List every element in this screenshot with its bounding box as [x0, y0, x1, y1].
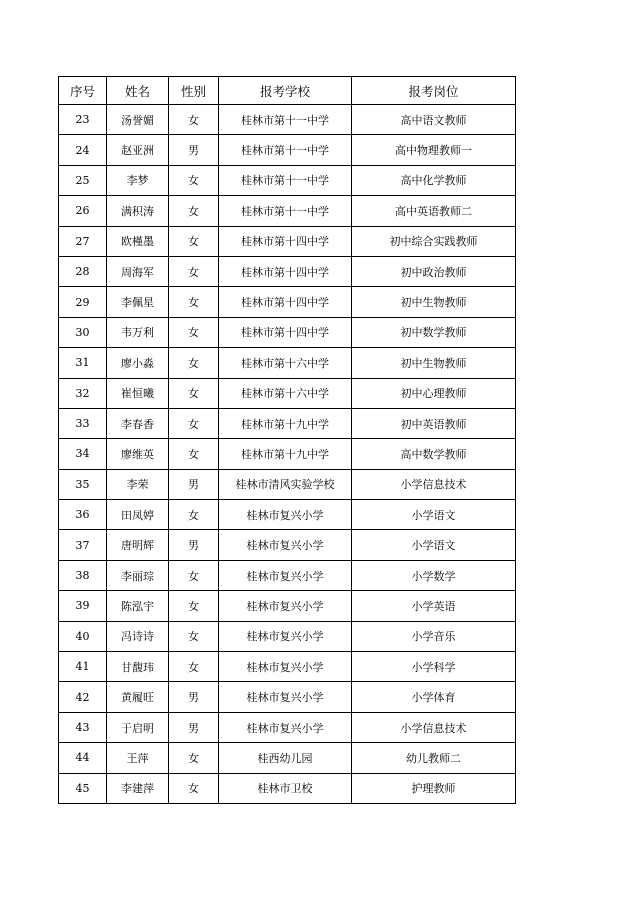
cell-post: 高中英语教师二: [352, 196, 516, 226]
cell-no: 39: [59, 591, 107, 621]
cell-school: 桂林市卫校: [219, 773, 352, 803]
cell-gender: 女: [169, 378, 219, 408]
cell-name: 崔恒曦: [107, 378, 169, 408]
cell-name: 韦万利: [107, 317, 169, 347]
cell-gender: 女: [169, 500, 219, 530]
cell-no: 37: [59, 530, 107, 560]
cell-school: 桂西幼儿园: [219, 743, 352, 773]
cell-name: 冯诗诗: [107, 621, 169, 651]
cell-school: 桂林市第十一中学: [219, 196, 352, 226]
cell-no: 32: [59, 378, 107, 408]
cell-gender: 女: [169, 105, 219, 135]
table-row: [59, 621, 516, 651]
cell-name: 陈泓宇: [107, 591, 169, 621]
table-row: [59, 773, 516, 803]
header-post: 报考岗位: [352, 77, 516, 105]
cell-name: 赵亚洲: [107, 135, 169, 165]
cell-post: 小学语文: [352, 500, 516, 530]
cell-name: 田凤婷: [107, 500, 169, 530]
table-row: [59, 256, 516, 286]
cell-no: 41: [59, 652, 107, 682]
cell-name: 李建萍: [107, 773, 169, 803]
cell-post: 小学信息技术: [352, 469, 516, 499]
cell-gender: 男: [169, 530, 219, 560]
cell-name: 黄履旺: [107, 682, 169, 712]
cell-no: 25: [59, 165, 107, 195]
cell-gender: 男: [169, 682, 219, 712]
cell-no: 28: [59, 256, 107, 286]
cell-gender: 女: [169, 287, 219, 317]
cell-no: 40: [59, 621, 107, 651]
table-row: [59, 500, 516, 530]
cell-post: 小学科学: [352, 652, 516, 682]
cell-name: 李佩星: [107, 287, 169, 317]
cell-gender: 女: [169, 621, 219, 651]
cell-gender: 女: [169, 408, 219, 438]
cell-post: 初中生物教师: [352, 287, 516, 317]
table-row: [59, 712, 516, 742]
cell-no: 24: [59, 135, 107, 165]
cell-name: 李梦: [107, 165, 169, 195]
cell-no: 38: [59, 560, 107, 590]
cell-gender: 女: [169, 226, 219, 256]
cell-gender: 女: [169, 196, 219, 226]
cell-school: 桂林市复兴小学: [219, 560, 352, 590]
cell-post: 初中生物教师: [352, 348, 516, 378]
cell-post: 小学数学: [352, 560, 516, 590]
cell-no: 29: [59, 287, 107, 317]
cell-name: 唐明辉: [107, 530, 169, 560]
cell-name: 于启明: [107, 712, 169, 742]
cell-no: 26: [59, 196, 107, 226]
cell-gender: 女: [169, 256, 219, 286]
cell-gender: 女: [169, 743, 219, 773]
cell-no: 33: [59, 408, 107, 438]
table-row: [59, 317, 516, 347]
cell-post: 小学英语: [352, 591, 516, 621]
cell-school: 桂林市第十一中学: [219, 165, 352, 195]
cell-gender: 女: [169, 348, 219, 378]
cell-school: 桂林市复兴小学: [219, 500, 352, 530]
cell-school: 桂林市第十九中学: [219, 439, 352, 469]
cell-post: 小学音乐: [352, 621, 516, 651]
cell-gender: 女: [169, 560, 219, 590]
cell-school: 桂林市第十九中学: [219, 408, 352, 438]
table-row: [59, 378, 516, 408]
cell-no: 44: [59, 743, 107, 773]
cell-school: 桂林市复兴小学: [219, 530, 352, 560]
cell-post: 高中化学教师: [352, 165, 516, 195]
cell-name: 李春香: [107, 408, 169, 438]
cell-post: 初中综合实践教师: [352, 226, 516, 256]
cell-post: 小学语文: [352, 530, 516, 560]
cell-post: 护理教师: [352, 773, 516, 803]
cell-school: 桂林市复兴小学: [219, 621, 352, 651]
table-row: [59, 408, 516, 438]
cell-gender: 女: [169, 439, 219, 469]
cell-post: 高中语文教师: [352, 105, 516, 135]
cell-gender: 女: [169, 773, 219, 803]
cell-no: 35: [59, 469, 107, 499]
table-row: [59, 226, 516, 256]
cell-post: 高中数学教师: [352, 439, 516, 469]
header-no: 序号: [59, 77, 107, 105]
cell-name: 王萍: [107, 743, 169, 773]
cell-no: 27: [59, 226, 107, 256]
header-row: [59, 77, 516, 105]
table-row: [59, 591, 516, 621]
table-row: [59, 530, 516, 560]
cell-school: 桂林市第十四中学: [219, 287, 352, 317]
cell-school: 桂林市复兴小学: [219, 591, 352, 621]
cell-gender: 女: [169, 317, 219, 347]
cell-post: 初中政治教师: [352, 256, 516, 286]
cell-school: 桂林市第十四中学: [219, 226, 352, 256]
table-row: [59, 196, 516, 226]
cell-gender: 男: [169, 712, 219, 742]
cell-name: 汤誉媚: [107, 105, 169, 135]
cell-name: 甘馥玮: [107, 652, 169, 682]
cell-post: 幼儿教师二: [352, 743, 516, 773]
table-row: [59, 439, 516, 469]
cell-post: 初中数学教师: [352, 317, 516, 347]
table-body: [59, 105, 516, 804]
cell-post: 初中英语教师: [352, 408, 516, 438]
cell-no: 34: [59, 439, 107, 469]
cell-gender: 女: [169, 591, 219, 621]
table-row: [59, 287, 516, 317]
candidate-table: [58, 76, 516, 804]
cell-gender: 男: [169, 135, 219, 165]
cell-school: 桂林市第十六中学: [219, 378, 352, 408]
table-row: [59, 682, 516, 712]
table-row: [59, 469, 516, 499]
table-row: [59, 743, 516, 773]
cell-school: 桂林市复兴小学: [219, 652, 352, 682]
cell-school: 桂林市第十一中学: [219, 105, 352, 135]
table-row: [59, 348, 516, 378]
cell-gender: 女: [169, 165, 219, 195]
cell-no: 45: [59, 773, 107, 803]
cell-name: 周海军: [107, 256, 169, 286]
header-school: 报考学校: [219, 77, 352, 105]
cell-gender: 男: [169, 469, 219, 499]
cell-name: 廖维英: [107, 439, 169, 469]
table-row: [59, 560, 516, 590]
cell-no: 31: [59, 348, 107, 378]
cell-school: 桂林市复兴小学: [219, 682, 352, 712]
cell-no: 30: [59, 317, 107, 347]
cell-post: 高中物理教师一: [352, 135, 516, 165]
table-row: [59, 135, 516, 165]
cell-post: 小学体育: [352, 682, 516, 712]
cell-school: 桂林市第十六中学: [219, 348, 352, 378]
cell-post: 初中心理教师: [352, 378, 516, 408]
cell-school: 桂林市第十一中学: [219, 135, 352, 165]
cell-no: 23: [59, 105, 107, 135]
cell-no: 36: [59, 500, 107, 530]
cell-name: 欧槿墨: [107, 226, 169, 256]
cell-gender: 女: [169, 652, 219, 682]
cell-no: 42: [59, 682, 107, 712]
cell-school: 桂林市第十四中学: [219, 256, 352, 286]
cell-school: 桂林市清风实验学校: [219, 469, 352, 499]
cell-no: 43: [59, 712, 107, 742]
cell-name: 李荣: [107, 469, 169, 499]
table-row: [59, 165, 516, 195]
cell-school: 桂林市复兴小学: [219, 712, 352, 742]
header-name: 姓名: [107, 77, 169, 105]
cell-name: 满积涛: [107, 196, 169, 226]
cell-name: 廖小淼: [107, 348, 169, 378]
cell-name: 李丽琮: [107, 560, 169, 590]
cell-post: 小学信息技术: [352, 712, 516, 742]
header-gender: 性别: [169, 77, 219, 105]
table-row: [59, 105, 516, 135]
table-row: [59, 652, 516, 682]
cell-school: 桂林市第十四中学: [219, 317, 352, 347]
